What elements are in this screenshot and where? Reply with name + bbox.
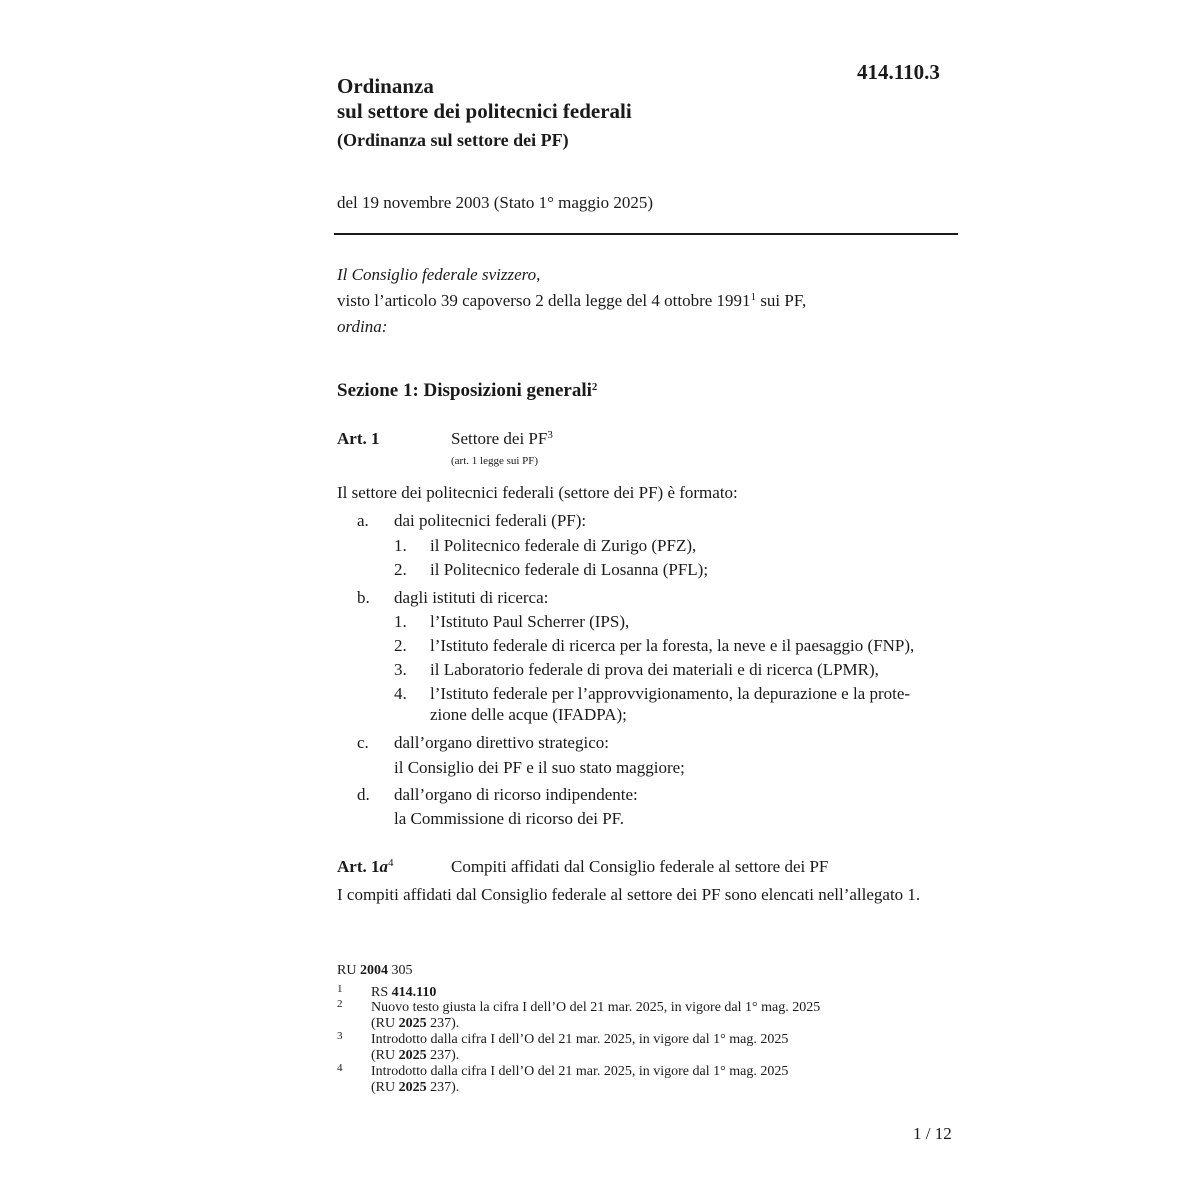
footnote-3-line1: Introdotto dalla cifra I dell’O del 21 mar. 2025, in vigore dal 1° mag. 2025 bbox=[371, 1032, 789, 1047]
footnote-4-line1: Introdotto dalla cifra I dell’O del 21 mar. 2025, in vigore dal 1° mag. 2025 bbox=[371, 1064, 789, 1079]
footnote-1-number: 1 bbox=[337, 983, 343, 995]
list-letter-d: d. bbox=[357, 785, 370, 804]
title-line-1: Ordinanza bbox=[337, 74, 434, 98]
preamble-legal-basis: visto l’articolo 39 capoverso 2 della legge del 4 ottobre 1991$^1$ sui PF, bbox=[337, 291, 807, 310]
footnote-3-number: 3 bbox=[337, 1030, 343, 1042]
footnote-ref-4[interactable]: 4 bbox=[387, 857, 394, 869]
list-num-a1: 1. bbox=[394, 536, 407, 555]
list-item-d-sub: la Commissione di ricorso dei PF. bbox=[394, 809, 625, 828]
footnote-ref-2[interactable]: 2 bbox=[591, 381, 598, 393]
footnote-ref-3[interactable]: 3 bbox=[547, 429, 553, 441]
article-1-reference: (art. 1 legge sui PF) bbox=[451, 455, 539, 467]
page-number: 1 / 12 bbox=[913, 1124, 952, 1143]
list-item-c-sub: il Consiglio dei PF e il suo stato maggiore; bbox=[394, 758, 685, 777]
list-item-a: dai politecnici federali (PF): bbox=[394, 511, 587, 530]
preamble-authority: Il Consiglio federale svizzero, bbox=[337, 265, 541, 284]
document-date: del 19 novembre 2003 (Stato 1° maggio 2025) bbox=[337, 193, 654, 212]
list-num-b2: 2. bbox=[394, 636, 407, 655]
list-letter-a: a. bbox=[357, 511, 369, 530]
list-item-b: dagli istituti di ricerca: bbox=[394, 588, 549, 607]
footnote-ref-1[interactable]: 1 bbox=[750, 291, 757, 303]
list-letter-c: c. bbox=[357, 733, 369, 752]
article-1-intro: Il settore dei politecnici federali (settore dei PF) è formato: bbox=[337, 483, 738, 502]
list-num-b1: 1. bbox=[394, 612, 407, 631]
footnote-4-line2: (RU 2025 237). bbox=[371, 1080, 460, 1095]
footnote-2-line2: (RU 2025 237). bbox=[371, 1016, 460, 1031]
article-1a-title: Compiti affidati dal Consiglio federale al settore dei PF bbox=[451, 857, 829, 876]
footnote-4-number: 4 bbox=[337, 1062, 343, 1074]
list-item-c: dall’organo direttivo strategico: bbox=[394, 733, 609, 752]
article-1-title: Settore dei $PF^3$ bbox=[451, 429, 553, 448]
article-1a-text: I compiti affidati dal Consiglio federale al settore dei PF sono elencati nell’allegato 1. bbox=[337, 885, 921, 904]
list-item-d: dall’organo di ricorso indipendente: bbox=[394, 785, 638, 804]
list-num-a2: 2. bbox=[394, 560, 407, 579]
article-1-number: Art. 1 bbox=[337, 429, 380, 448]
footnote-1-text: RS 414.110 bbox=[371, 985, 437, 1000]
list-num-b4: 4. bbox=[394, 684, 407, 703]
footnote-2-number: 2 bbox=[337, 998, 343, 1010]
footnote-2-line1: Nuovo testo giusta la cifra I dell’O del 21 mar. 2025, in vigore dal 1° mag. 2025 bbox=[371, 1000, 821, 1015]
list-num-b3: 3. bbox=[394, 660, 407, 679]
header-divider bbox=[334, 233, 958, 235]
list-letter-b: b. bbox=[357, 588, 370, 607]
list-item-b1: l’Istituto Paul Scherrer (IPS), bbox=[430, 612, 630, 631]
document-title bbox=[337, 74, 632, 124]
list-item-b4-line2: zione delle acque (IFADPA); bbox=[430, 705, 627, 724]
preamble-orders: ordina: bbox=[337, 317, 388, 336]
footnote-3-line2: (RU 2025 237). bbox=[371, 1048, 460, 1063]
official-collection-ref: RU 2004 305 bbox=[337, 963, 413, 978]
list-item-a1: il Politecnico federale di Zurigo (PFZ), bbox=[430, 536, 697, 555]
list-item-b4-line1: l’Istituto federale per l’approvvigionamento, la depurazione e la prote- bbox=[430, 684, 911, 703]
article-1a-number: Art. $1a^4$ bbox=[337, 857, 394, 876]
list-item-b3: il Laboratorio federale di prova dei materiali e di ricerca (LPMR), bbox=[430, 660, 879, 679]
list-item-b2: l’Istituto federale di ricerca per la foresta, la neve e il paesaggio (FNP), bbox=[430, 636, 915, 655]
list-item-a2: il Politecnico federale di Losanna (PFL); bbox=[430, 560, 709, 579]
section-heading: Sezione 1: Disposizioni generali$^2$ bbox=[337, 380, 598, 401]
sr-number: 414.110.3 bbox=[857, 60, 940, 84]
title-line-2: sul settore dei politecnici federali bbox=[337, 99, 632, 123]
short-title: (Ordinanza sul settore dei PF) bbox=[337, 130, 569, 150]
